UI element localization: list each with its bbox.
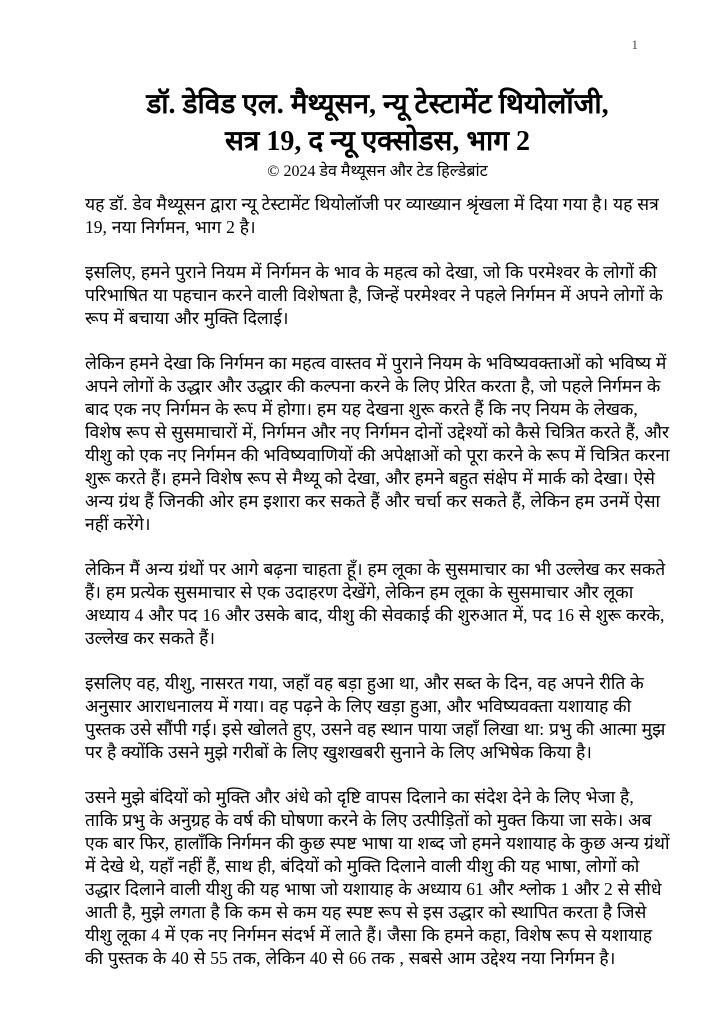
title-line-1: डॉ. डेविड एल. मैथ्यूसन, न्यू टेस्टामेंट थियोलॉजी, — [146, 89, 609, 120]
paragraph-4: लेकिन मैं अन्य ग्रंथों पर आगे बढ़ना चाहता हूँ। हम लूका के सुसमाचार का भी उल्लेख कर सकते हैं। हम प्रत्येक सुसमाचार से एक उदाहरण देखेंगे, लेकिन हम लूका के सुसमाचार और लूका अध्याय 4 और पद 16 और उसके बाद, यीशु की सेवकाई की शुरुआत में, पद 16 से शुरू करके, उल्लेख कर सकते हैं। — [85, 559, 666, 648]
document-body — [85, 193, 670, 970]
document-header — [85, 86, 670, 183]
copyright-line: © 2024 डेव मैथ्यूसन और टेड हिल्डेब्रांट — [267, 163, 488, 180]
paragraph-3: लेकिन हमने देखा कि निर्गमन का महत्व वास्तव में पुराने नियम के भविष्यवक्ताओं को भविष्य में अपने लोगों के उद्धार और उद्धार की कल्पना करने के लिए प्रेरित करता है, जो पहले निर्गमन के बाद एक नए निर्गमन के रूप में होगा। हम यह देखना शुरू करते हैं कि नए नियम के लेखक, विशेष रूप से सुसमाचारों में, निर्गमन और नए निर्गमन दोनों उद्देश्यों को कैसे चित्रित करते हैं, और यीशु को एक नए निर्गमन की भविष्यवाणियों की अपेक्षाओं को पूरा करने के रूप में चित्रित करना शुरू करते हैं। हमने विशेष रूप से मैथ्यू को देखा, और हमने बहुत संक्षेप में मार्क को देखा। ऐसे अन्य ग्रंथ हैं जिनकी ओर हम इशारा कर सकते हैं और चर्चा कर सकते हैं, लेकिन हम उनमें ऐसा नहीं करेंगे। — [85, 353, 670, 534]
document-title — [85, 86, 670, 160]
paragraph-1: यह डॉ. डेव मैथ्यूसन द्वारा न्यू टेस्टामेंट थियोलॉजी पर व्याख्यान श्रृंखला में दिया गया है। यह सत्र 19, नया निर्गमन, भाग 2 है। — [85, 194, 659, 237]
paragraph-6: उसने मुझे बंदियों को मुक्ति और अंधे को दृष्टि वापस दिलाने का संदेश देने के लिए भेजा है, ताकि प्रभु के अनुग्रह के वर्ष की घोषणा करने के लिए उत्पीड़ितों को मुक्त किया जा सके। अब एक बार फिर, हालाँकि निर्गमन की कुछ स्पष्ट भाषा या शब्द जो हमने यशायाह के कुछ अन्य ग्रंथों में देखे थे, यहाँ नहीं हैं, साथ ही, बंदियों को मुक्ति दिलाने वाली यीशु की यह भाषा, लोगों को उद्धार दिलाने वाली यीशु की यह भाषा जो यशायाह के अध्याय 61 और श्लोक 1 और 2 से सीधे आती है, मुझे लगता है कि कम से कम यह स्पष्ट रूप से इस उद्धार को स्थापित करता है जिसे यीशु लूका 4 में एक नए निर्गमन संदर्भ में लाते हैं। जैसा कि हमने कहा, विशेष रूप से यशायाह की पुस्तक के 40 से 55 तक, लेकिन 40 से 66 तक , सबसे आम उद्देश्य नया निर्गमन है। — [85, 787, 670, 968]
paragraph-5: इसलिए वह, यीशु, नासरत गया, जहाँ वह बड़ा हुआ था, और सब्त के दिन, वह अपने रीति के अनुसार आराधनालय में गया। वह पढ़ने के लिए खड़ा हुआ, और भविष्यवक्ता यशायाह की पुस्तक उसे सौंपी गई। इसे खोलते हुए, उसने वह स्थान पाया जहाँ लिखा था: प्रभु की आत्मा मुझ पर है क्योंकि उसने मुझे गरीबों के लिए खुशखबरी सुनाने के लिए अभिषेक किया है। — [85, 673, 666, 762]
page-number: 1 — [631, 37, 638, 52]
title-line-2: सत्र 19, द न्यू एक्सोडस, भाग 2 — [224, 126, 531, 157]
paragraph-2: इसलिए, हमने पुराने नियम में निर्गमन के भाव के महत्व को देखा, जो कि परमेश्वर के लोगों की परिभाषित या पहचान करने वाली विशेषता है, जिन्हें परमेश्वर ने पहले निर्गमन में अपने लोगों के रूप में बचाया और मुक्ति दिलाई। — [85, 262, 663, 328]
